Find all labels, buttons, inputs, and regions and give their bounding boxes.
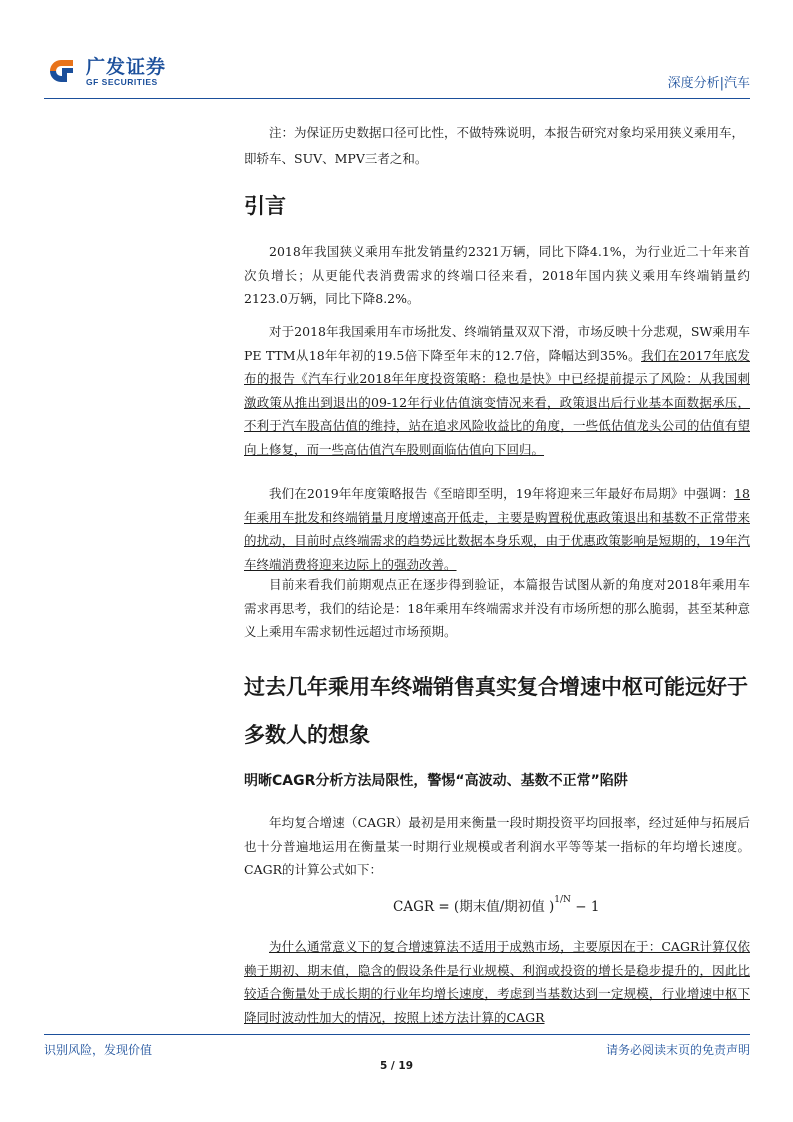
cagr-limitation-paragraph	[244, 935, 750, 1029]
intro-paragraph-3-highlight: 18年乘用车批发和终端销量月度增速高开低走，主要是购置税优惠政策退出和基数不正常带来的扰动，目前时点终端需求的趋势远比数据本身乐观，由于优惠政策影响是短期的，19年汽车终端消费将迎来边际上的强劲改善。	[244, 486, 750, 572]
logo-english-name: GF SECURITIES	[86, 77, 158, 87]
formula-base: CAGR = (期末值/期初值 )	[393, 899, 555, 915]
intro-paragraph-3-text: 我们在2019年年度策略报告《至暗即至明，19年将迎来三年最好布局期》中强调：	[269, 486, 735, 501]
page-number: 5 / 19	[379, 1060, 414, 1072]
cagr-paragraph: 年均复合增速（CAGR）最初是用来衡量一段时期投资平均回报率，经过延伸与拓展后也十分普遍地运用在衡量某一时期行业规模或者利润水平等等某一指标的年均增长速度。CAGR的计算公式如下：	[244, 815, 750, 877]
report-section-label: 深度分析|汽车	[667, 76, 750, 91]
cagr-formula	[393, 895, 599, 915]
intro-paragraph-3	[244, 482, 750, 576]
intro-heading: 引言	[244, 194, 286, 218]
formula-exponent: 1/N	[554, 894, 571, 905]
intro-paragraph-4: 目前来看我们前期观点正在逐步得到验证，本篇报告试图从新的角度对2018年乘用车需求再思考，我们的结论是：18年乘用车终端需求并没有市场所想的那么脆弱，甚至某种意义上乘用车需求韧性远超过市场预期。	[244, 577, 750, 639]
header-divider	[44, 98, 750, 99]
data-note: 注：为保证历史数据口径可比性，不做特殊说明，本报告研究对象均采用狭义乘用车，即轿车、SUV、MPV三者之和。	[244, 125, 745, 166]
footer-disclaimer: 请务必阅读末页的免责声明	[605, 1043, 750, 1057]
footer-divider	[44, 1034, 750, 1035]
section-subheading: 明晰CAGR分析方法局限性，警惕“高波动、基数不正常”陷阱	[244, 773, 628, 789]
footer-slogan: 识别风险，发现价值	[44, 1043, 153, 1057]
logo-chinese-name: 广发证券	[86, 56, 167, 78]
intro-paragraph-2-highlight: 我们在2017年底发布的报告《汽车行业2018年年度投资策略：稳也是快》中已经提前提示了风险：从我国刺激政策从推出到退出的09-12年行业估值演变情况来看，政策退出后行业基本面数据承压，不利于汽车股高估值的维持，站在追求风险收益比的角度，一些低估值龙头公司的估值有望向上修复，而一些高估值汽车股则面临估值向下回归。	[244, 347, 750, 457]
intro-paragraph-2	[244, 320, 750, 461]
intro-paragraph-1: 2018年我国狭义乘用车批发销量约2321万辆，同比下降4.1%，为行业近二十年来首次负增长；从更能代表消费需求的终端口径来看，2018年国内狭义乘用车终端销量约2123.0万辆，同比下降8.2%。	[244, 244, 750, 306]
cagr-limitation-text: 为什么通常意义下的复合增速算法不适用于成熟市场，主要原因在于：CAGR计算仅依赖于期初、期末值，隐含的假设条件是行业规模、利润或投资的增长是稳步提升的，因此比较适合衡量处于成长期的行业年均增长速度，考虑到当基数达到一定规模，行业增速中枢下降同时波动性加大的情况，按照上述方法计算的CAGR	[244, 939, 750, 1025]
intro-paragraph-2-text: 对于2018年我国乘用车市场批发、终端销量双双下滑，市场反映十分悲观，SW乘用车PE TTM从18年年初的19.5倍下降至年末的12.7倍，降幅达到35%。	[244, 324, 750, 363]
gf-securities-logo	[44, 50, 184, 94]
section-heading: 过去几年乘用车终端销售真实复合增速中枢可能远好于多数人的想象	[244, 675, 748, 747]
page-header	[44, 50, 750, 98]
gf-logo-icon	[44, 54, 78, 88]
formula-tail: − 1	[570, 899, 600, 915]
